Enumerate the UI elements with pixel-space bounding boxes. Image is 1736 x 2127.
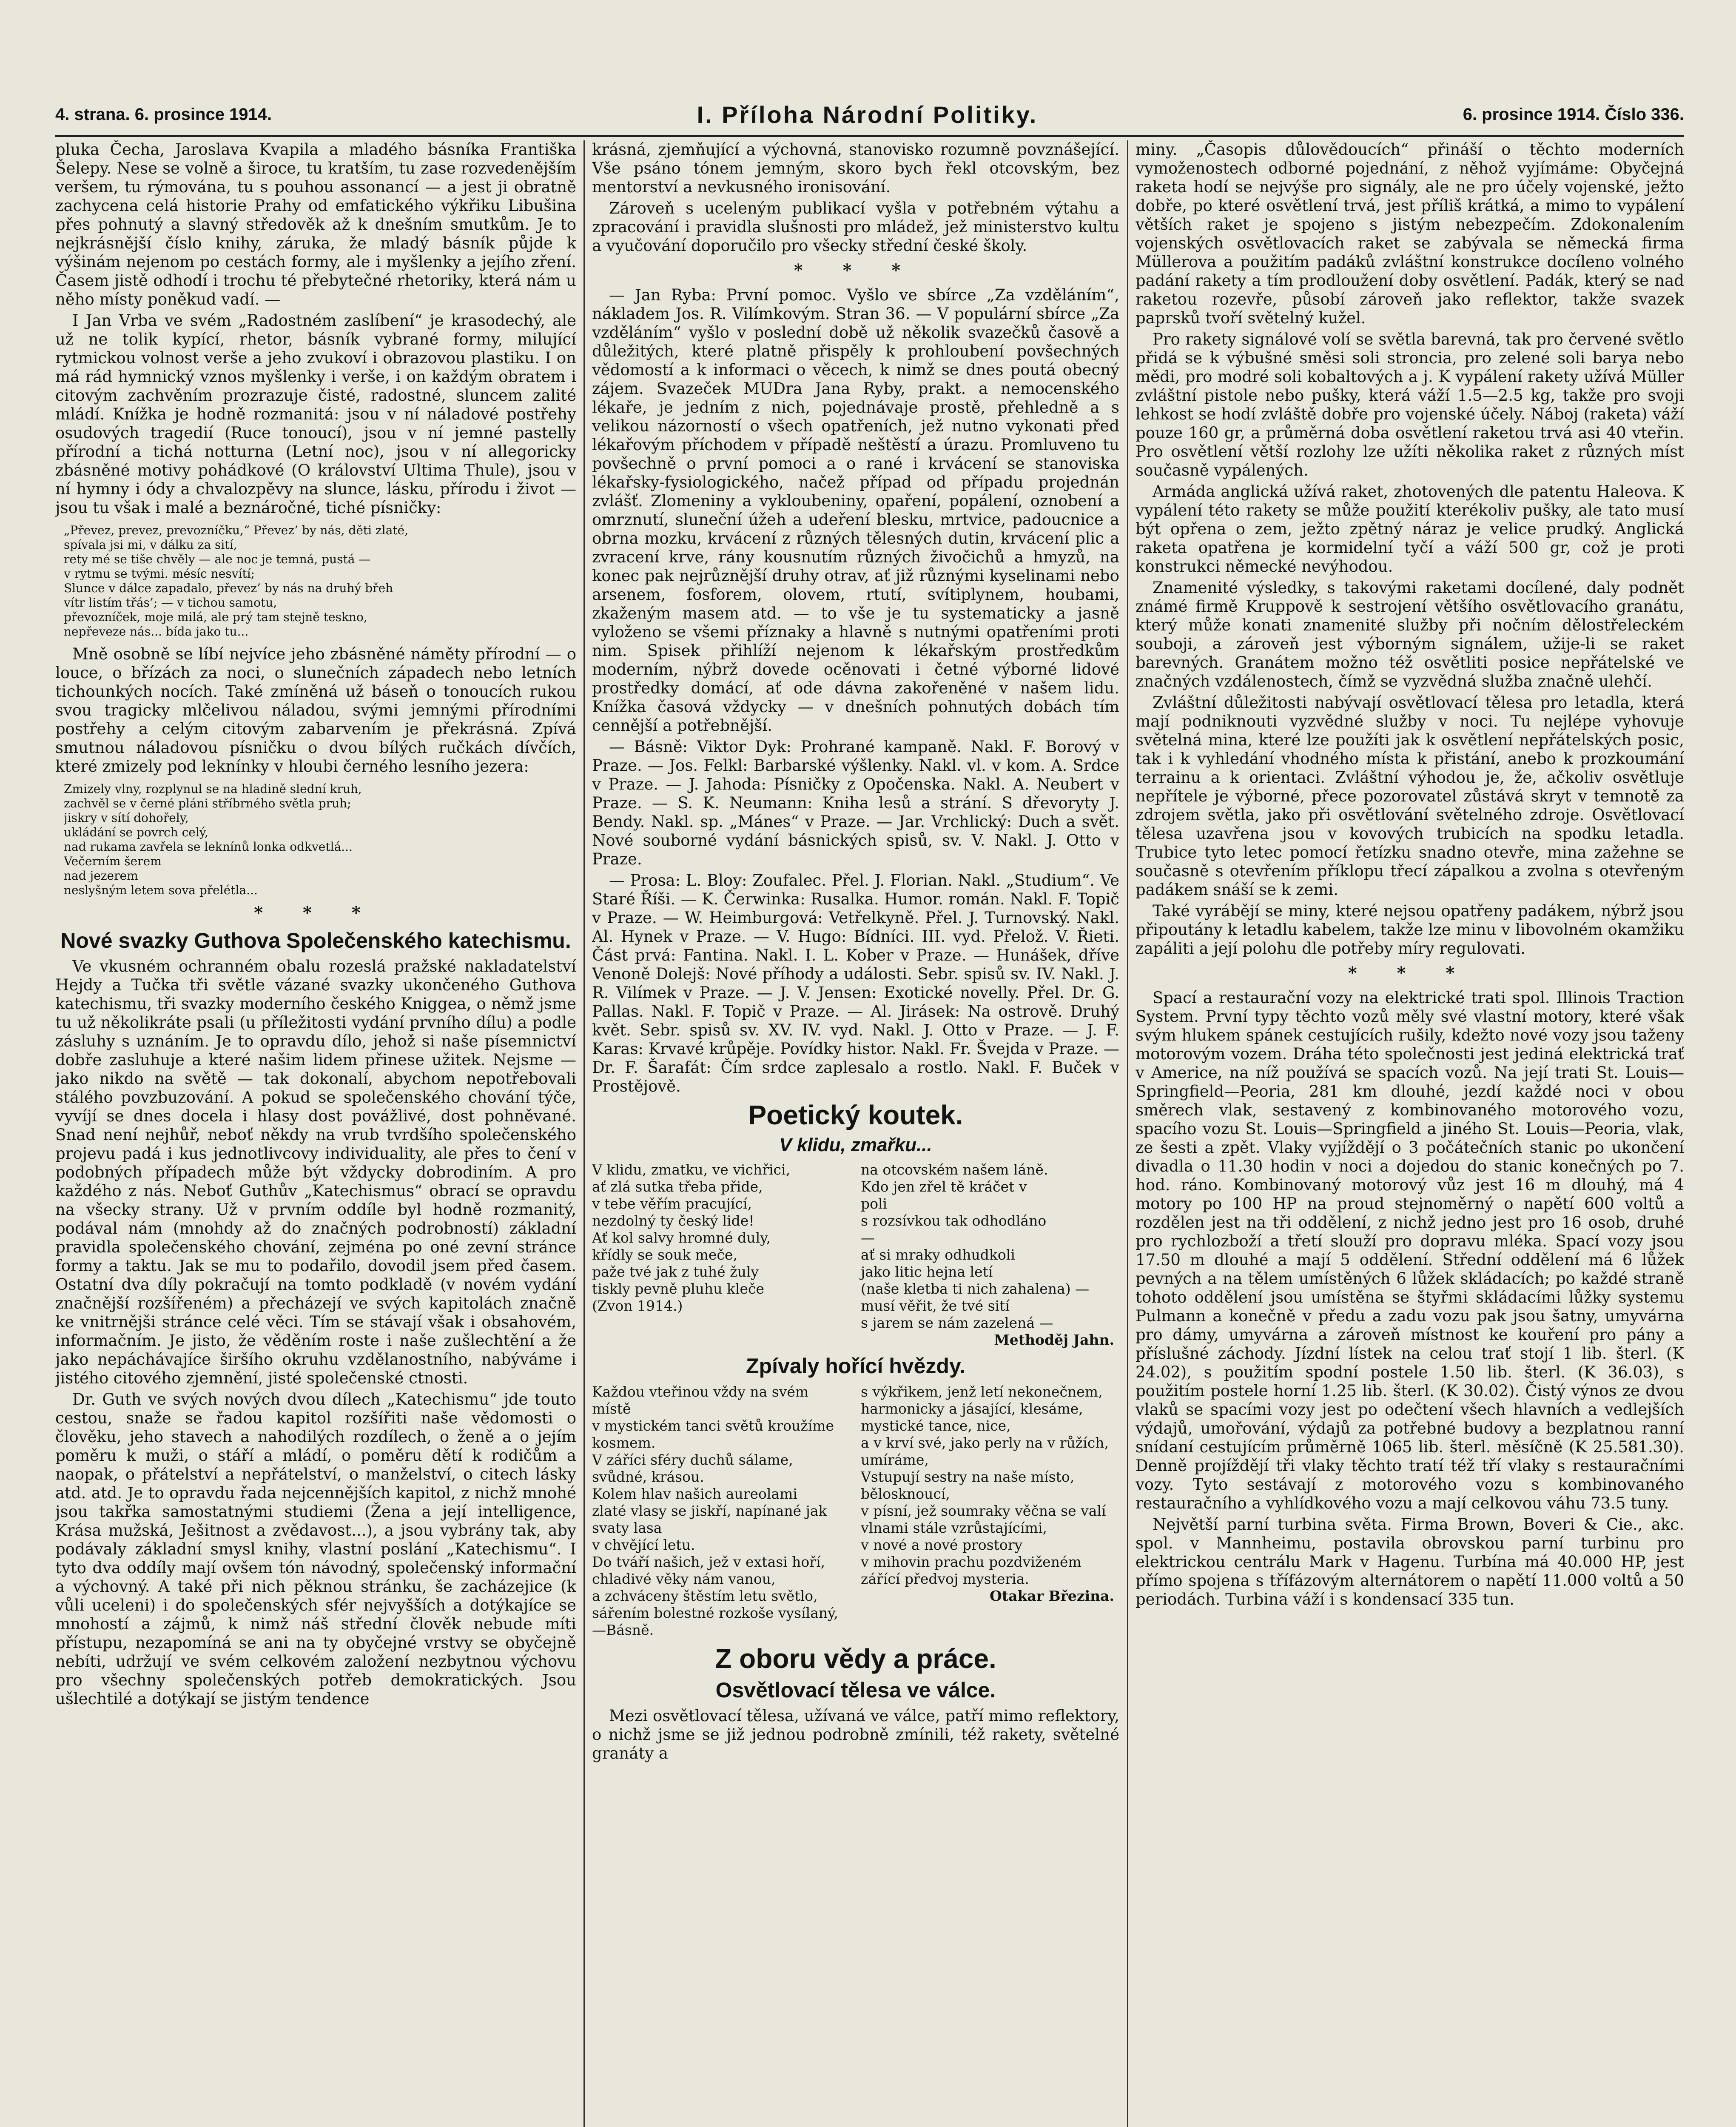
poem-line: paže tvé jak z tuhé žuly <box>592 1263 759 1280</box>
poem-line: Kdo jen zřel tě kráčet v <box>861 1178 1027 1195</box>
poem-line: v písní, jež soumraky věčna se valí <box>861 1503 1106 1519</box>
poem-line: neslyšným letem sova přelétla... <box>64 883 258 897</box>
col2-paragraph: — Prosa: L. Bloy: Zoufalec. Přel. J. Florian. Nakl. „Studium“. Ve Staré Říši. — K. Čerwinka: Rusalka. Humor. román. Nakl. F. Topič v Praze. — W. Heimburgová: Vetřelkyně. Přel. J. Turnovský. Nakl. Al. Hynek v Praze. — V. Hugo: Bídníci. III. vyd. Přelož. V. Řieti. Část prvá: Fantina. Nakl. I. L. Kober v Praze. — Hunášek, dříve Venoně Dolejš: Nové příhody a události. Sebr. spisů sv. IV. Nakl. J. R. Vilímek v Praze. — J. V. Jensen: Exotické novelly. Přel. Dr. G. Pallas. Nakl. F. Topič v Praze. — Al. Jirásek: Na ostrově. Druhý květ. Sebr. spisů sv. XV. IV. vyd. Nakl. J. Otto v Praze. — J. F. Karas: Krvavé krůpěje. Povídky histor. Nakl. Fr. Švejda v Praze. — Dr. F. Šarafát: Čím srdce zaplesalo a rostlo. Nakl. F. Buček v Prostějově. <box>592 871 1119 1095</box>
poem-line: rety mé se tiše chvěly — ale noc je temná, pustá — <box>64 552 371 566</box>
col1-poem-1 <box>64 523 576 639</box>
header-date-left: 4. strana. 6. prosince 1914. <box>55 105 272 124</box>
poem-line: s jarem se nám zazelená — <box>861 1314 1053 1331</box>
poem-line: Do tváří našich, jež v extasi hoří, <box>592 1554 825 1570</box>
col3-paragraph: miny. „Časopis důlovědoucích“ přináší o těchto moderních vymoženostech odborné pojednání, z něhož vyjímáme: Obyčejná raketa hodí se nejvýše pro signály, ale ne pro účely vojenské, ježto dobře, po které osvětlení trvá, jest příliš krátká, a mimo to vypálení větších raket je spojeno s jistým nebezpečím. Zdokonalením vojenských osvětlovacích raket se zabývala se německá firma Müllerova a použitím padáků zvláštní konstrukce docíleno volného padání rakety a tím prodloužení doby osvětlení. Padák, který se nad raketou rozevře, působí zároveň jako reflektor, takže svazek paprsků tvoří světelný kužel. <box>1136 140 1684 327</box>
col2-paragraph: — Básně: Viktor Dyk: Prohrané kampaně. Nakl. F. Borový v Praze. — Jos. Felkl: Barbarské výšlenky. Nakl. vl. v kom. A. Srdce v Praze. — J. Jahoda: Písničky z Opočenska. Nakl. A. Neubert v Praze. — S. K. Neumann: Kniha lesů a strání. S dřevoryty J. Bendy. Nakl. sp. „Mánes“ v Praze. — Jar. Vrchlický: Duch a svět. Nové souborné vydání básnických spisů, sv. V. Nakl. J. Otto v Praze. <box>592 738 1119 868</box>
poem-line: a zchváceny štěstím letu světlo, <box>592 1588 818 1604</box>
poem-line: nad rukama zavřela se leknínů lonka odkvetlá... <box>64 840 353 854</box>
poem-line: nad jezerem <box>64 869 138 883</box>
column-1 <box>55 140 576 2127</box>
poem-line: (Zvon 1914.) <box>592 1297 683 1314</box>
poem-title-v-klidu: V klidu, zmařku... <box>779 1135 932 1155</box>
poem-line: spívala jsi mi, v dálku za sití, <box>64 538 237 552</box>
poem-line: ukládání se povrch celý, <box>64 825 208 839</box>
col2-paragraph: — Jan Ryba: První pomoc. Vyšlo ve sbírce „Za vzděláním“, nákladem Jos. R. Vilímkovým. Stran 36. — V populární sbírce „Za vzděláním“ vyšlo v poslední době už několik svazečků časově a důležitých, které platně přispěly k prohloubení povšechných vědomostí a k informaci o věcech, k nimž se dnes poutá obecný zájem. Svazeček MUDra Jana Ryby, prakt. a nemocenského lékaře, je jedním z nich, pojednávaje prostě, přehledně a s velikou názorností o všech opatřeních, jež nutno vykonati před lékařovým příchodem v případě neštěstí a úrazu. Promluveno tu povšechně o první pomoci a o rané i krvácení se stanoviska lékařsky-fysiologického, načež případ od případu projednán zvlášť. Zlomeniny a vykloubeniny, opaření, popálení, oznobení a omrznutí, sluneční úžeh a udeření blesku, mrtvice, padoucnice a obrna mozku, krvácení z různých tělesných dutin, krvácení plic a zvracení krve, rány kousnutím různých živočichů a hmyzů, na konec pak nejrůznější druhy otrav, ať již různými kyselinami nebo arsenem, fosforem, olovem, rtutí, svítiplynem, houbami, zkaženým masem atd. — to vše je tu systematicky a jasně vyloženo se všemi příznaky a hlavně s nutnými opatřeními proti nim. Spisek přihlíží nejenom k lékařským prostředkům moderním, nýbrž dovede ocěnovati i četné výborné lidové prostředky domácí, ať ode dávna zakořeněné v našem lidu. Knížka časová vždycky — v dnešních pohnutých dobách tím cennější a potřebnější. <box>592 286 1119 735</box>
poem-line: zářící předvoj mysteria. <box>861 1571 1029 1587</box>
poem-line: nepřeveze nás... bída jako tu... <box>64 624 249 639</box>
poem-signature: Methoděj Jahn. <box>994 1332 1114 1348</box>
col1-paragraph: I Jan Vrba ve svém „Radostném zaslíbení“ je krasodechý, ale už ne tolik kypící, rhetor, básník vybrané formy, milující rytmickou volnost verše a jeho zvukoví i obrazovou plastiku. I on má rád hymnický vznos myšlenky i verše, i on každým obratem i citovým zachvěním prozrazuje čisté, radostné, sluncem zalité mládí. Knížka je hodně rozmanitá: jsou v ní náladové postřehy osudových tragedií (Ruce tonoucí), jsou v ní jemné pastelly přírodní a tichá notturna (Letní noc), jsou v ní allegoricky zbásněné motivy pohádkové (O království Ultima Thule), jsou v ní hymny i ódy a chvalozpěvy na slunce, lásku, přírodu i život — jsou tu však i malé a beznáročné, tiché písničky: <box>55 311 576 517</box>
poem-line: Vstupují sestry na naše místo, <box>861 1468 1075 1485</box>
poem-line: a v krví své, jako perly na v růžích, <box>861 1434 1109 1451</box>
poem-line: ať si mraky odhudkoli <box>861 1246 1015 1263</box>
poem-line: —Básně. <box>592 1622 654 1638</box>
poem-line: sářením bolestné rozkoše vysílaný, <box>592 1605 838 1621</box>
col3-paragraph: Zvláštní důležitosti nabývají osvětlovací tělesa pro letadla, která mají podniknouti vyzvědné služby v noci. Tu nejlépe vyhovuje světelná mina, které lze použíti jak k osvětlení nepřátelských posic, tak i k vyhledání vhodného místa k přistání, anebo k prozkoumání terrainu a k orientaci. Zvláštní výhodou je, že, ačkoliv osvětluje nepřítele je výborné, přece pozorovatel zůstává skryt v temnotě za zdrojem světla, jako při osvětlování světelného zdroje. Osvětlovací tělesa uzavřena jsou v kovových trubicích na spodku letadla. Trubice tyto letec pomocí řetízku snadno otevře, mina zažehne se současně s otevřením příklopu třecí zápalkou a zvolna s otevřeným padákem snáší se k zemi. <box>1136 693 1684 899</box>
poem-line: Každou vteřinou vždy na svém místě <box>592 1383 809 1417</box>
poem-line: umíráme, <box>861 1451 929 1468</box>
heading-poeticky-koutek: Poetický koutek. <box>748 1100 963 1130</box>
article-heading-guth: Nové svazky Guthova Společenského katechismu. <box>60 929 571 952</box>
poem-line: ať zlá sutka třeba přide, <box>592 1178 763 1195</box>
col1-paragraph: Dr. Guth ve svých nových dvou dílech „Katechismu“ jde touto cestou, snaže se řadou kapitol rozšířiti naše vědomosti o člověku, jeho stavech a nahodilých rozdílech, o ženě a o jejím poměru k muži, o stáří a mládí, o poměru dětí k rodičům a naopak, o přátelství a nepřátelství, o manželství, o citech lásky atd. atd. Je to opravdu řada nejcennějších kapitol, z nichž mnohé jsou takřka samostatnými studiemi (Žena a její intelligence, Krása mužská, Ješitnost a zvědavost...), a jsou vybrány tak, aby podávaly základní smysl knihy, vlastní poslání „Katechismu“. I tyto dva oddíly mají ovšem tón návodný, společenský informační a výchovný. A také při nich pěknou stránku, še zacházejice (k vůli uceleni) i do společenských sfér nejvyšších a dotýkajíce se mnohostí a zájmů, k nimž náš střední člověk nebude míti přístupu, nezapomíná se ani na ty obyčejné vrstvy se obyčejně nebíti, udržují ve svém celkovém založení nezbytnou výchovu pro všechny společenských potřeb demokratických. Jsou ušlechtilé a dotýkají se jistým tendence <box>55 1390 576 1708</box>
col1-paragraph: Ve vkusném ochranném obalu rozeslá pražské nakladatelství Hejdy a Tučka tři světle vázané svazky ukončeného Guthova katechismu, tři svazky moderního českého Kniggea, o němž jsme tu už několikráte psali (u příležitosti vydání prvního dílu) a podle zásluhy s uznáním. Je to opravdu dílo, jehož si naše písemnictví dobře zasluhuje a které našim lidem přinese užitek. Nejsme — jako nikdo na světě — tak dokonalí, abychom nepotřebovali stálého povzbuzování. A pokud se společenského chování týče, vyvíjí se dnes docela i hlasy dost povážlivé, dost pohněvané. Snad není nejhůř, neboť někdy na vrub tvrdšího společenského projevu padá i kus jednotlivcovy individuality, ale přes to čení v podobných případech může být vždycky dobrodiním. A pro každého z nás. Neboť Guthův „Katechismus“ obrací se opravdu na všecky strany. Už v prvním oddíle byl hodně rozmanitý, podával nám (mnohdy až do značných podrobností) základní pravidla společenského chování, zejména po oné zevní stránce formy a taktu. Jak se mu to podařilo, dovodil jsem před časem. Ostatní dva díly pokračují na tomto podkladě (v novém vydání značnější rozšířeném) a přecházejí ve svých kapitolách značně ke vnitrnějši stránce celé věci. Tím se stávají však i obsahovém, informačním. Je jisto, že věděním roste i naše zušlechtění a že jako nepáchávajíce širšího okruhu vzdělanostního, nabýváme i jistého citového zjemnění, jisté společenské ctnosti. <box>55 957 576 1387</box>
col2-paragraph: krásná, zjemňující a výchovná, stanovisko rozumně povznášející. Vše psáno tónem jemným, skoro bych řekl otcovským, bez mentorství a nevkusného ironisování. <box>592 140 1119 196</box>
heading-osvetlovaci-telesa: Osvětlovací tělesa ve válce. <box>715 1678 996 1702</box>
poem-line: v tebe věřím pracující, <box>592 1195 752 1212</box>
poem-v-klidu <box>592 1161 1119 1349</box>
poem-line: v chvějící letu. <box>592 1537 695 1553</box>
poem-line: s výkřikem, jenž letí nekonečnem, <box>861 1383 1103 1400</box>
poem-line: „Převez, prevez, prevozníčku,“ Převez’ by nás, děti zlaté, <box>64 523 409 537</box>
page-header <box>55 94 1684 137</box>
poem-title-zpivaly: Zpívaly hořící hvězdy. <box>746 1354 965 1378</box>
col2-paragraph: Zároveň s uceleným publikací vyšla v potřebném výtahu a zpracování i pravidla slušnosti pro mládež, jež ministerstvo kultu a vyučování doporučilo pro všecky střední české školy. <box>592 199 1119 255</box>
poem-line: chladivé věky nám vanou, <box>592 1571 776 1587</box>
section-separator: * * * <box>1348 963 1472 983</box>
poem-line: — <box>861 1229 875 1246</box>
column-3 <box>1136 140 1684 2127</box>
column-rule <box>1127 140 1128 2127</box>
header-date-right: 6. prosince 1914. Číslo 336. <box>1463 105 1684 124</box>
poem-line: Večerním šerem <box>64 854 162 868</box>
section-separator: * * * <box>254 903 378 923</box>
col3-paragraph: Spací a restaurační vozy na elektrické trati spol. Illinois Traction System. První typy těchto vozů měly své vlastní motory, které však svým hlukem spánek cestujících rušily, kdežto nové vozy jsou taženy motorovým vozem. Dráha této společnosti jest jediná elektrická trať v Americe, na níž používá se spacích vozů. Na její trati St. Louis—Springfield—Peoria, 281 km dlouhé, jezdí každé noci v obou směrech vlak, sestavený z kombinovaného motorového vozu, spacího vozu St. Louis—Springfield a jiného St. Louis—Peoria, vlak, ze šesti a zpět. Vlaky vyjíždějí o 3 počátečních stanic po ukončení divadla o 11.30 hodin v noci a dojedou do stanic konečných po 7. hod. ráno. Kombinovaný motorový vůz jest 16 m dlouhý, má 4 motory po 100 HP na proud stejnoměrný o napětí 600 voltů a rozdělen jest na tři oddělení, z nichž jedno jest pro 16 osob, druhé pro rychlozboží a třetí slouží pro dopravu mléka. Spací vozy jsou 17.50 m dlouhé a mají 5 oddělení. Střední oddělení má 6 lůžek pevných a na tělem umístěných 6 lůžek skládacích; po každé straně tohoto oddělení jsou umístěna se štyřmi skládacími lůžky systemu Pulmann a konečně v předu a zadu vozu pak jsou šatny, umyvárna pro dámy, umyvárna a zároveň místnost ke kouření pro pány a příslušné záchody. Jízdní lístek na celou trať stojí 1 lib. šterl. (K 24.02), s použitím spodní postele 1.50 lib. šterl. (K 36.03), s použitím postele horní 1.25 lib. šterl. (K 30.02). Čistý výnos ze dvou vlaků se spacími vozy jest po odečtení všech hlavních a vedlejších výdajů, umořování, výdajů za potřebné budovy a bezplatnou ranní snídaní cestujícím průměrně 1065 lib. šterl. měsíčně (K 25.581.30). Denně projíždějí tři vlaky těchto tratí též tří vlaky s restauračními vozy. Tyto sestávají z motorového vozu s kombinovaného restauračního a vyhlídkového vozu a mají celkovou váhu 73.5 tuny. <box>1136 989 1684 1512</box>
poem-line: harmonicky a jásající, klesáme, mystické tance, nice, <box>861 1400 1083 1434</box>
poem-line: Kolem hlav našich aureolami <box>592 1485 797 1502</box>
poem-line: (naše kletba ti nich zahalena) — <box>861 1280 1090 1297</box>
poem-line: tiskly pevně pluhu kleče <box>592 1280 765 1297</box>
poem-line: Ať kol salvy hromné duly, <box>592 1229 771 1246</box>
poem-line: V záříci sféry duchů sálame, svůdné, krásou. <box>592 1451 793 1485</box>
poem-line: zachvěl se v černé pláni stříbrného světla pruh; <box>64 796 351 810</box>
poem-line: zlaté vlasy se jiskří, napínané jak svaty lasa <box>592 1503 827 1536</box>
poem-line: s rozsívkou tak odhodláno <box>861 1212 1047 1229</box>
poem-right-column <box>861 1383 1119 1639</box>
poem-line: převozníček, moje milá, ale prý tam stejně teskno, <box>64 610 367 624</box>
poem-line: křídly se souk meče, <box>592 1246 737 1263</box>
poem-line: v rytmu se tvými. mésíc nesvítí; <box>64 567 255 581</box>
poem-left-column <box>592 1161 851 1349</box>
poem-line: vlnami stále vzrůstajícími, <box>861 1520 1047 1536</box>
poem-line: nezdolný ty český lide! <box>592 1212 754 1229</box>
col3-paragraph: Znamenité výsledky, s takovými raketami docílené, daly podnět známé firmě Kruppově k sestrojení většího osvětlovacího granátu, který může konati znamenité služby při nočním dělostřeleckém souboji, a zároveň jest výborným signálem, užije-li se raket barevných. Granátem možno též osvětliti posice nepřátelské ve značných vzdálenostech, čímž se vyzvědná služba značně ulehčí. <box>1136 579 1684 690</box>
poem-left-column <box>592 1383 851 1639</box>
poem-right-column <box>861 1161 1119 1349</box>
col3-paragraph: Také vyrábějí se miny, které nejsou opatřeny padákem, nýbrž jsou připoutány k letadlu kabelem, takže lze minu v libovolném okamžiku zapáliti a její polohu dle potřeby míry regulovati. <box>1136 902 1684 958</box>
col2-paragraph: Mezi osvětlovací tělesa, užívaná ve válce, patří mimo reflektory, o nichž jsme se již jednou podrobně zmínili, též rakety, světelné granáty a <box>592 1707 1119 1762</box>
col3-paragraph: Pro rakety signálové volí se světla barevná, tak pro červené světlo přidá se k výbušné směsi soli stroncia, pro zelené soli barya nebo mědi, pro modré soli kobaltových a j. K vypálení rakety užívá Müller zvláštní pistole nebo pušky, která váží 1.5—2.5 kg, takže pro svoji lehkost se hodí zvláště dobře pro vojenské účely. Náboj (raketa) váží pouze 160 gr, a průměrná doba osvětlení raketou trvá asi 40 vteřin. Pro osvětlení větší rozlohy lze užíti několika raket z různých míst současně vypálených. <box>1136 330 1684 479</box>
poem-line: bělosknoucí, <box>861 1485 950 1502</box>
col3-paragraph: Největší parní turbina světa. Firma Brown, Boveri & Cie., akc. spol. v Mannheimu, postavila obrovskou parní turbinu pro elektrickou centrálu Mark v Hagenu. Turbína má 40.000 HP, jest přímo spojena s třífázovým alternátorem o napětí 11.000 voltů a 50 periodách. Turbina váží i s kondensací 335 tun. <box>1136 1515 1684 1608</box>
header-title: I. Příloha Národní Politiky. <box>697 101 1038 128</box>
poem-signature: Otakar Březina. <box>990 1588 1114 1604</box>
poem-zpivaly <box>592 1383 1119 1639</box>
col1-paragraph: Mně osobně se líbí nejvíce jeho zbásněné náměty přírodní — o louce, o břízách za noci, o slunečních západech nebo letních tichounkých nocích. Také zmíněná už báseň o tonoucích rukou svou tragicky mlčelivou náladou, svými jemnými přírodními postřehy a celým citovým zabarvením je překrásná. Zpívá smutnou náladovou písničku o dvou bílých ručkách dívčích, které zmizely pod leknínky v hloubi černého lesního jezera: <box>55 645 576 776</box>
poem-line: Zmizely vlny, rozplynul se na hladině slední kruh, <box>64 782 362 796</box>
heading-z-oboru-vedy: Z oboru vědy a práce. <box>715 1643 996 1674</box>
col3-paragraph: Armáda anglická užívá raket, zhotovených dle patentu Haleova. K vypálení této rakety se může použití kterékoliv pušky, ale tato musí být opřena o zem, ježto zpětný náraz je velice prudký. Anglická raketa opatřena je kormidelní tyčí a váží 500 gr, což je proti konstrukci německé nevýhodou. <box>1136 482 1684 576</box>
poem-line: na otcovském našem láně. <box>861 1161 1048 1178</box>
poem-line: v nové a nové prostory <box>861 1537 1023 1553</box>
col1-paragraph: pluka Čecha, Jaroslava Kvapila a mladého básníka Františka Šelepy. Nese se volně a široce, tu kratším, tu zase rozvedenějším veršem, tu rýmována, tu s pouhou assonancí — a jest ji obratně zachycena celá historie Prahy od emfatického výkřiku Libušina přes pohnutý a slavný středověk až k dnešním smutkům. Je to nejkrásnější číslo knihy, záruka, že mladý básník půjde k výšinám nejenom po cestách formy, ale i myšlenky a jejího zření. Časem jistě odhodí i trochu té přebytečné rhetoriky, která nám u něho místy poněkud vadí. — <box>55 140 576 308</box>
column-2 <box>592 140 1119 2127</box>
poem-line: musí věřit, že tvé sití <box>861 1297 1010 1314</box>
col1-poem-2 <box>64 782 576 898</box>
poem-line: V klidu, zmatku, ve vichřici, <box>592 1161 791 1178</box>
section-separator: * * * <box>794 260 918 280</box>
poem-line: vítr listím třás’; — v tichou samotu, <box>64 596 277 610</box>
poem-line: poli <box>861 1195 888 1212</box>
column-rule <box>583 140 585 2127</box>
poem-line: v mystickém tanci světů kroužíme kosmem. <box>592 1417 834 1451</box>
poem-line: jiskry v sítí dohořely, <box>64 811 189 825</box>
poem-line: jako litic hejna letí <box>861 1263 993 1280</box>
poem-line: Slunce v dálce zapadalo, převez’ by nás na druhý břeh <box>64 581 393 595</box>
poem-line: v mihovin prachu pozdviženém <box>861 1554 1081 1570</box>
